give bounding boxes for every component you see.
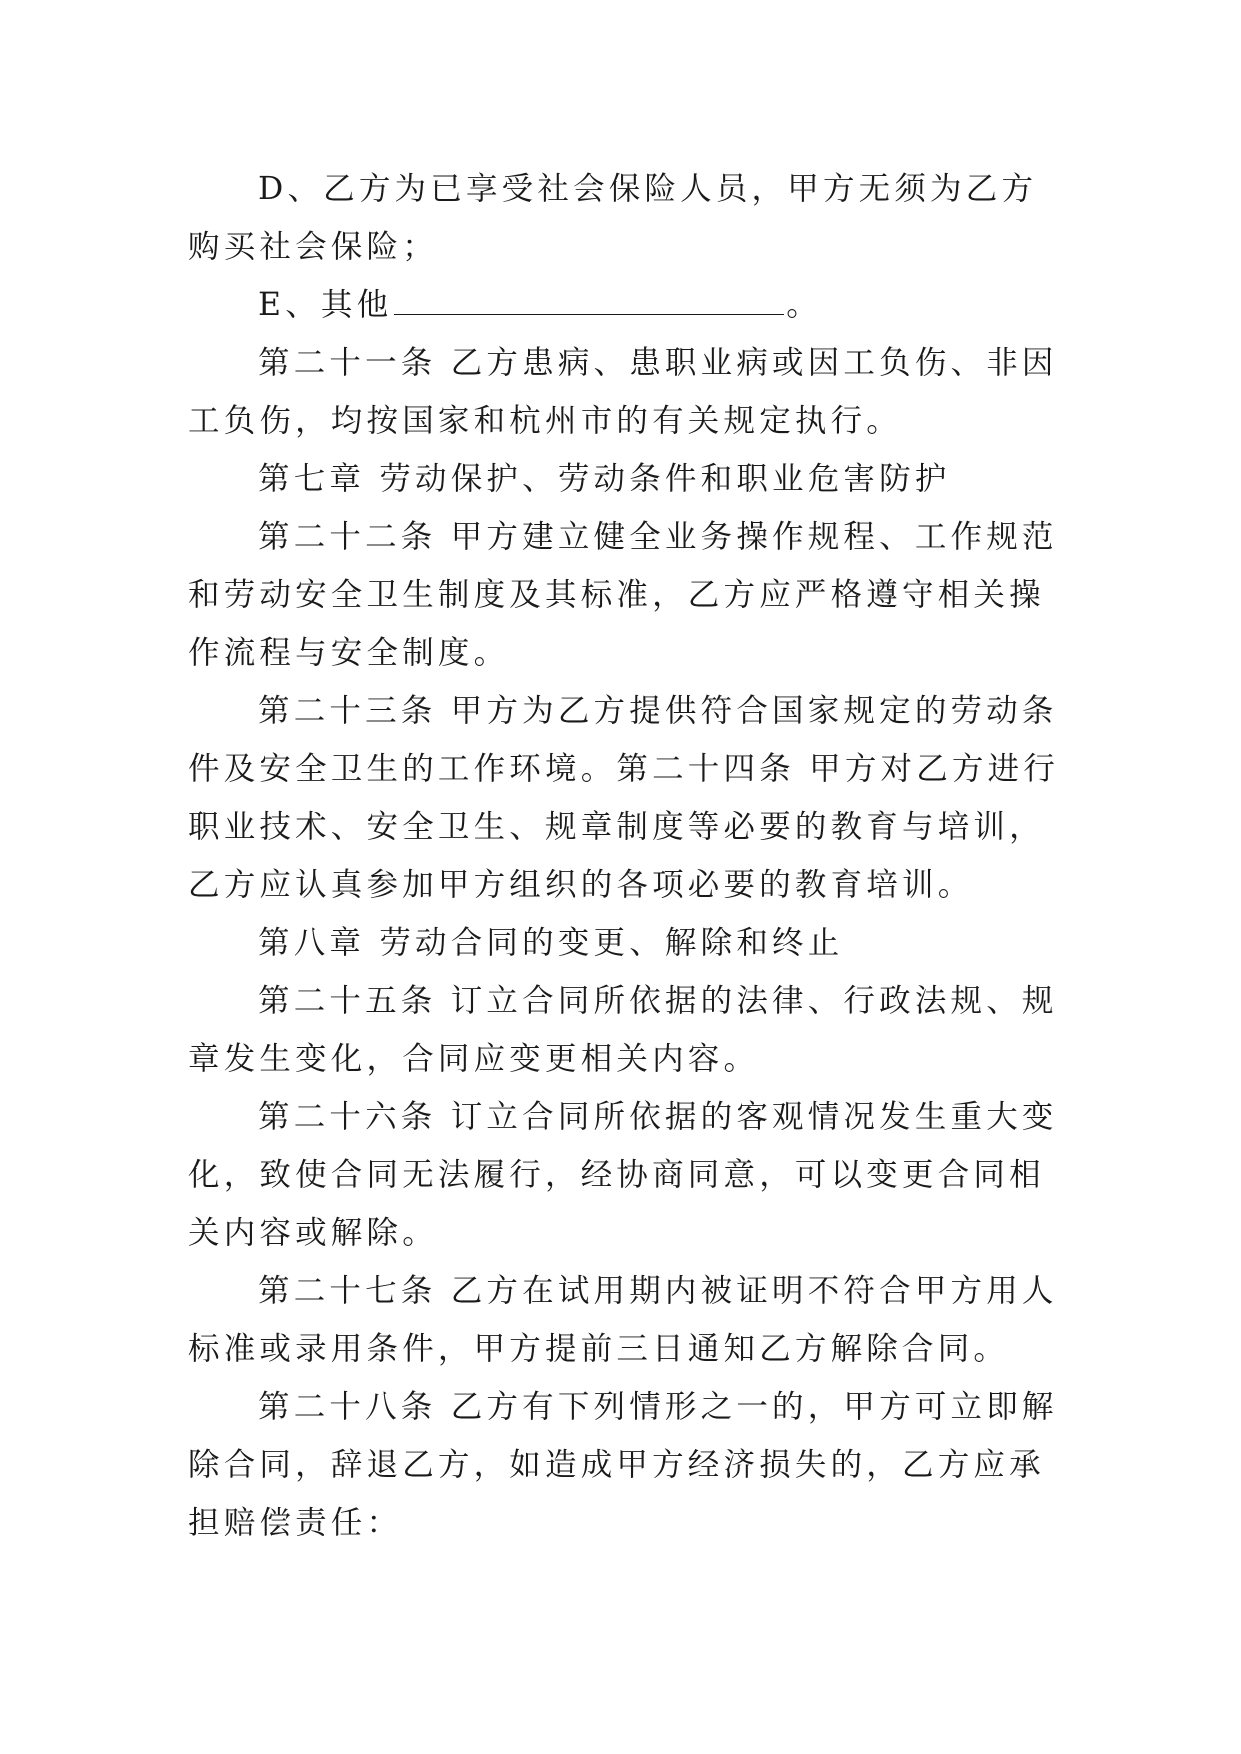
paragraph-item-d: D、乙方为已享受社会保险人员，甲方无须为乙方购买社会保险； [188,171,1038,265]
item-e-end: 。 [786,287,822,323]
article-23-24: 第二十三条 甲方为乙方提供符合国家规定的劳动条件及安全卫生的工作环境。第二十四条 甲方对乙方进行职业技术、安全卫生、规章制度等必要的教育与培训，乙方应认真参加甲方组织的各项必要的教育培训。 [188,693,1060,903]
chapter-8-heading: 第八章 劳动合同的变更、解除和终止 [258,925,844,961]
article-26: 第二十六条 订立合同所依据的客观情况发生重大变化，致使合同无法履行，经协商同意，可以变更合同相关内容或解除。 [188,1099,1058,1251]
document-body [188,160,1068,1552]
article-27: 第二十七条 乙方在试用期内被证明不符合甲方用人标准或录用条件，甲方提前三日通知乙方解除合同。 [188,1273,1058,1367]
chapter-7-heading: 第七章 劳动保护、劳动条件和职业危害防护 [258,461,951,497]
article-21: 第二十一条 乙方患病、患职业病或因工负伤、非因工负伤，均按国家和杭州市的有关规定执行。 [188,345,1058,439]
paragraph-item-e [188,276,1068,334]
item-e-label: E、其他 [258,287,393,323]
article-22: 第二十二条 甲方建立健全业务操作规程、工作规范和劳动安全卫生制度及其标准，乙方应严格遵守相关操作流程与安全制度。 [188,519,1058,671]
fill-in-blank [394,284,784,315]
article-25: 第二十五条 订立合同所依据的法律、行政法规、规章发生变化，合同应变更相关内容。 [188,983,1058,1077]
article-28: 第二十八条 乙方有下列情形之一的，甲方可立即解除合同，辞退乙方，如造成甲方经济损失的，乙方应承担赔偿责任： [188,1389,1058,1541]
